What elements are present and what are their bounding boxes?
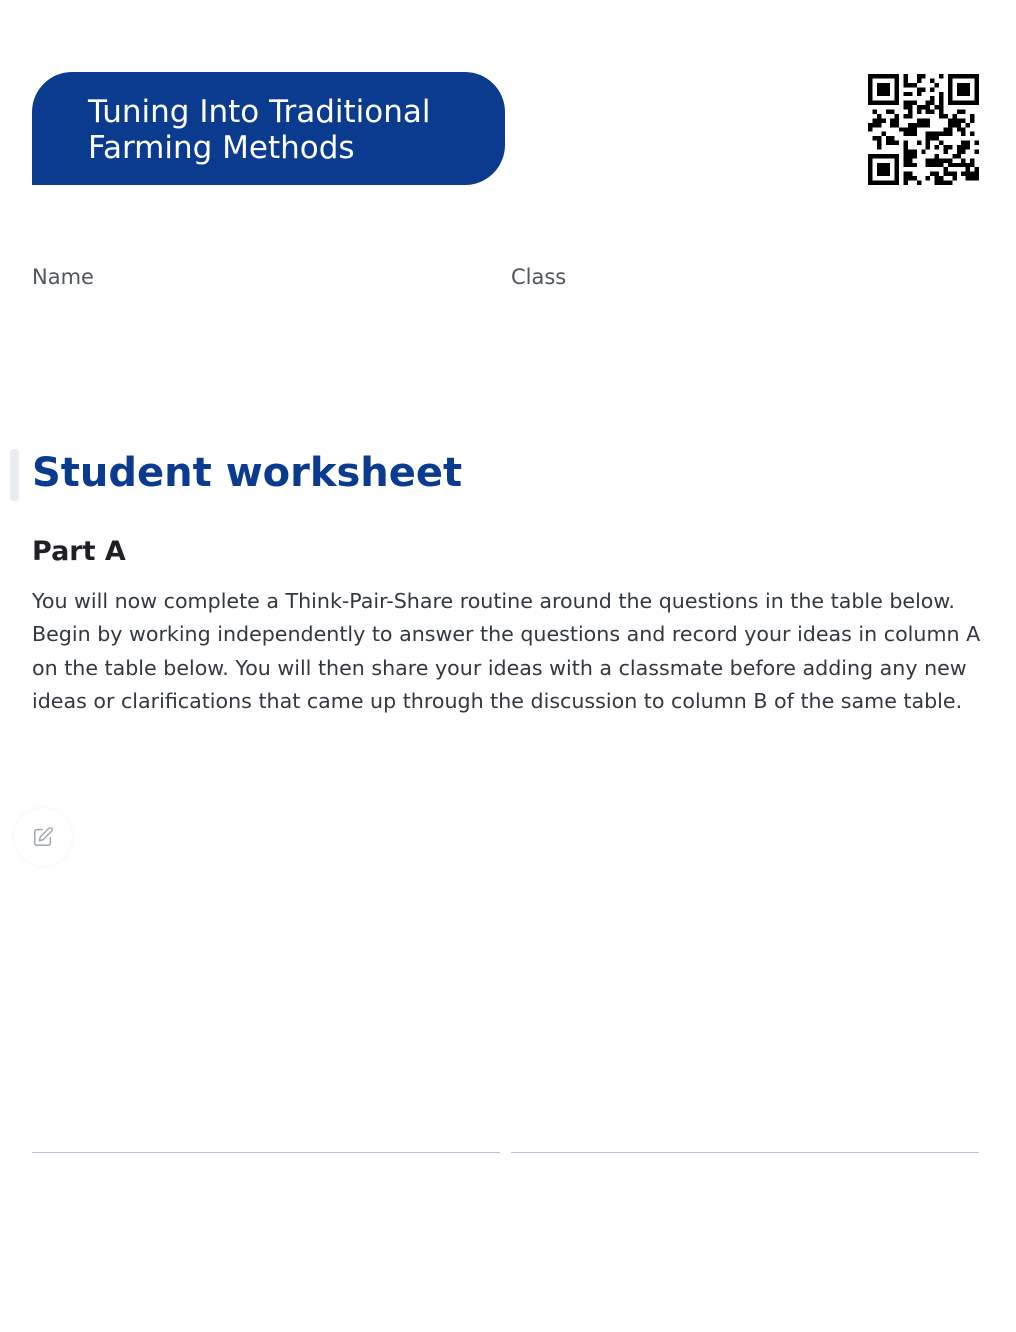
- instructions-text: You will now complete a Think-Pair-Share routine around the questions in the table below. Begin by working independently to answer the questions and record your ideas in column A on the table below. You will then share your ideas with a classmate before adding any new ideas or clarifications that came up through the discussion to column B of the same table.: [32, 589, 981, 713]
- class-label: Class: [511, 265, 567, 289]
- title-line-1: Tuning Into Traditional: [88, 94, 431, 130]
- worksheet-heading: Student worksheet: [32, 450, 463, 496]
- name-label: Name: [32, 265, 94, 289]
- part-a-heading: Part A: [32, 536, 126, 567]
- edit-pencil-icon: [32, 826, 54, 848]
- edit-button[interactable]: [14, 808, 72, 866]
- qr-code-icon: [868, 74, 979, 185]
- title-banner: [32, 72, 505, 185]
- section-marker: [10, 449, 19, 501]
- title-line-2: Farming Methods: [88, 130, 355, 166]
- answer-line-column-b[interactable]: [511, 1152, 979, 1153]
- answer-line-column-a[interactable]: [32, 1152, 500, 1153]
